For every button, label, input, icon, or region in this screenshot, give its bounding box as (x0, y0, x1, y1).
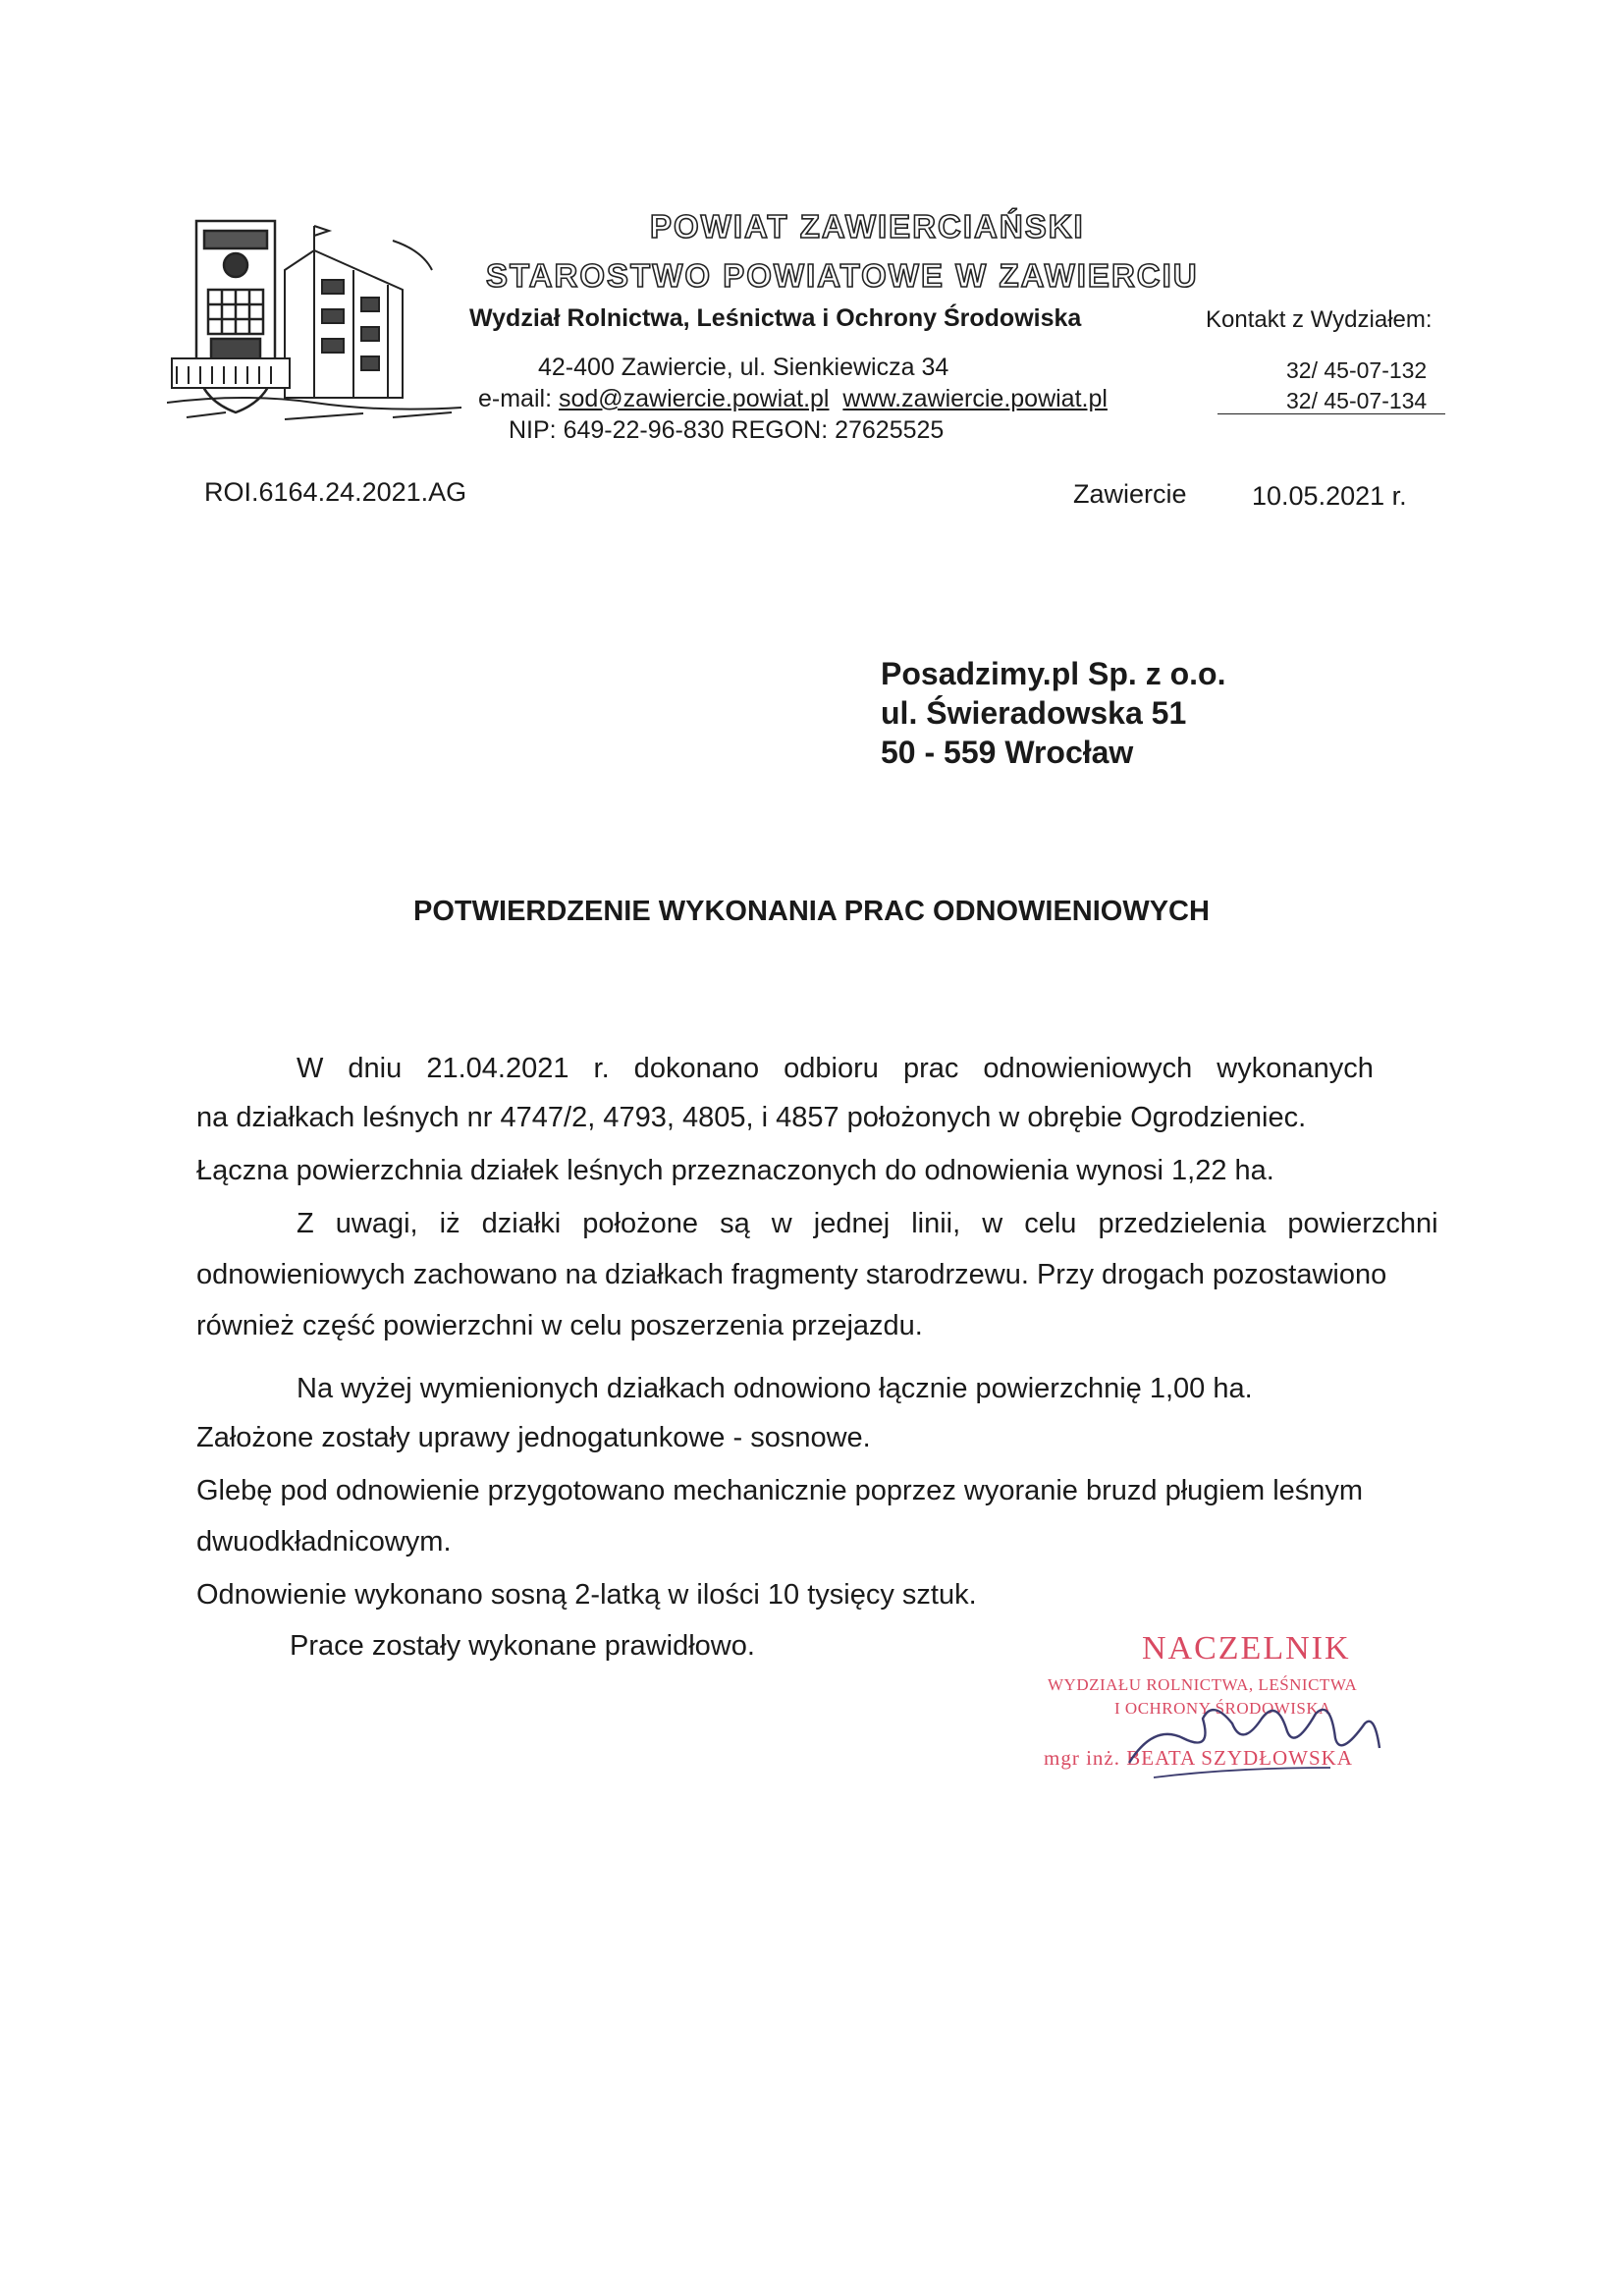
body-line: Na wyżej wymienionych działkach odnowiono łącznie powierzchnię 1,00 ha. (297, 1373, 1253, 1404)
official-stamp (1036, 1630, 1409, 1797)
phone-number-2: 32/ 45-07-134 (1286, 388, 1428, 413)
stamp-title: NACZELNIK (1142, 1630, 1351, 1667)
body-line: Odnowienie wykonano sosną 2-latką w ilości 10 tysięcy sztuk. (196, 1579, 977, 1611)
place: Zawiercie (1073, 479, 1187, 509)
nip-regon: NIP: 649-22-96-830 REGON: 27625525 (509, 416, 945, 444)
body-line: odnowieniowych zachowano na działkach fragmenty starodrzewu. Przy drogach pozostawiono (196, 1259, 1387, 1290)
recipient-city: 50 - 559 Wrocław (881, 735, 1134, 770)
building-icon (285, 226, 432, 398)
signature-icon (1036, 1630, 1409, 1797)
body-line: Prace zostały wykonane prawidłowo. (290, 1630, 755, 1662)
stamp-line-2: I OCHRONY ŚRODOWISKA (1114, 1699, 1331, 1718)
body-line: dwuodkładnicowym. (196, 1526, 452, 1558)
stamp-name: mgr inż. BEATA SZYDŁOWSKA (1044, 1746, 1353, 1770)
body-line: również część powierzchni w celu poszerzenia przejazdu. (196, 1310, 923, 1341)
phone-number-1: 32/ 45-07-132 (1286, 357, 1428, 383)
contact-line (478, 385, 1108, 413)
letter-date: 10.05.2021 r. (1252, 481, 1407, 511)
header-divider (1217, 413, 1445, 414)
website-link[interactable]: www.zawiercie.powiat.pl (842, 385, 1108, 412)
document-title: POTWIERDZENIE WYKONANIA PRAC ODNOWIENIOWYCH (413, 896, 1210, 927)
body-line: na działkach leśnych nr 4747/2, 4793, 4805, i 4857 położonych w obrębie Ogrodzieniec. (196, 1102, 1307, 1133)
email-prefix: e-mail: (478, 385, 559, 412)
body-line: Glebę pod odnowienie przygotowano mechanicznie poprzez wyoranie bruzd pługiem leśnym (196, 1475, 1364, 1506)
stamp-line-1: WYDZIAŁU ROLNICTWA, LEŚNICTWA (1048, 1675, 1358, 1694)
office-name: STAROSTWO POWIATOWE W ZAWIERCIU (486, 257, 1199, 294)
body-line: W dniu 21.04.2021 r. dokonano odbioru prac odnowieniowych wykonanych (297, 1053, 1374, 1084)
body-line: Z uwagi, iż działki położone są w jednej linii, w celu przedzielenia powierzchni (297, 1208, 1438, 1239)
contact-label: Kontakt z Wydziałem: (1206, 306, 1433, 333)
county-name: POWIAT ZAWIERCIAŃSKI (650, 208, 1085, 245)
body-line: Założone zostały uprawy jednogatunkowe - sosnowe. (196, 1422, 871, 1453)
recipient-name: Posadzimy.pl Sp. z o.o. (881, 656, 1226, 691)
email-link[interactable]: sod@zawiercie.powiat.pl (558, 385, 830, 412)
office-logo (167, 211, 461, 437)
reference-number: ROI.6164.24.2021.AG (204, 477, 467, 507)
recipient-street: ul. Świeradowska 51 (881, 695, 1187, 731)
office-address: 42-400 Zawiercie, ul. Sienkiewicza 34 (538, 354, 949, 381)
body-line: Łączna powierzchnia działek leśnych przeznaczonych do odnowienia wynosi 1,22 ha. (196, 1155, 1274, 1186)
department-name: Wydział Rolnictwa, Leśnictwa i Ochrony Środowiska (469, 304, 1082, 332)
